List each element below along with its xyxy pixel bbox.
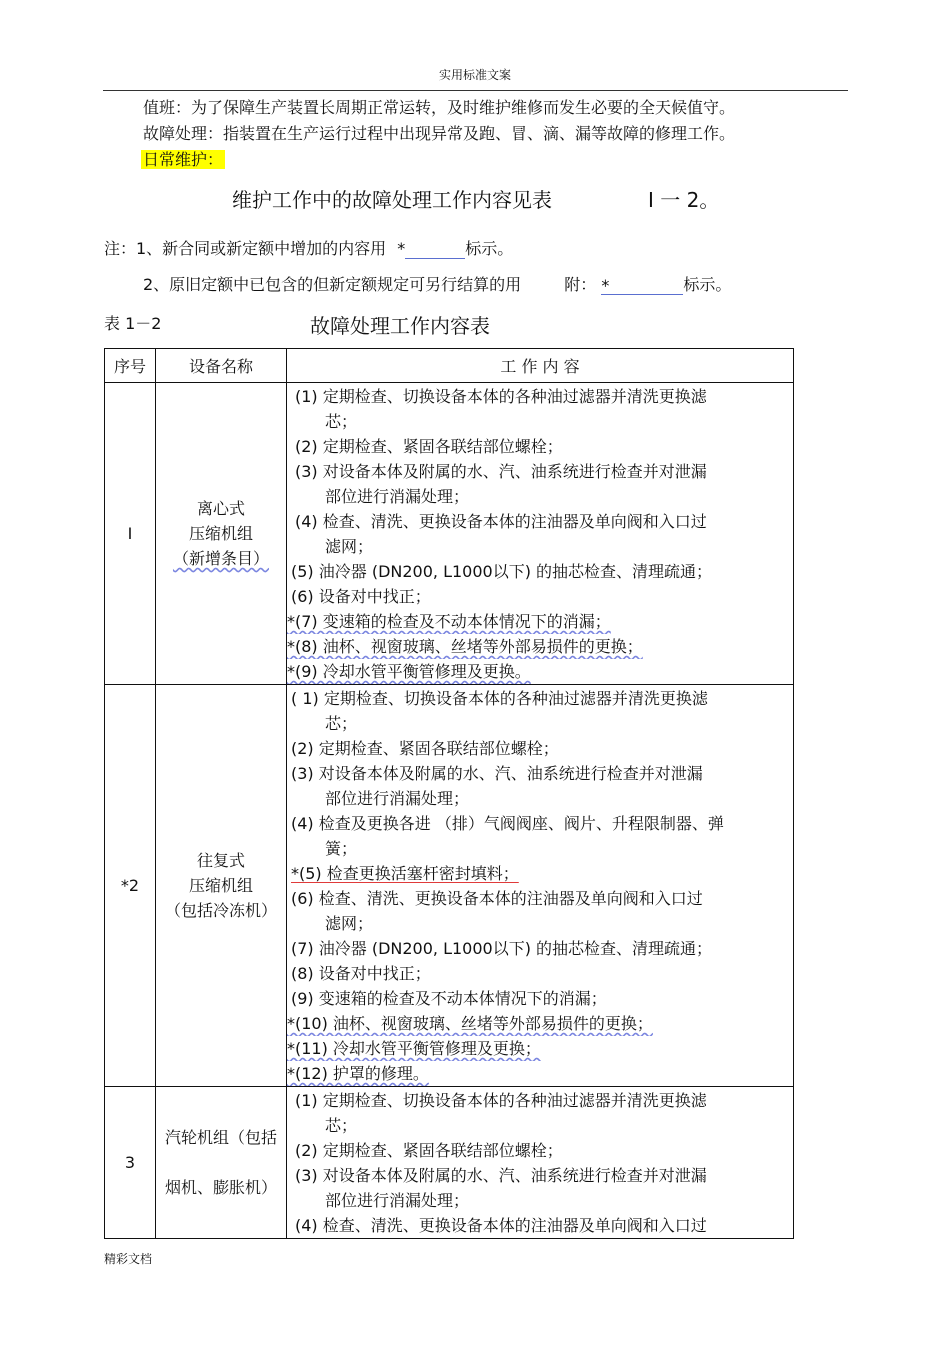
work-line: 部位进行消漏处理； [325, 1191, 470, 1210]
row-no: 3 [105, 1087, 156, 1239]
row-no: Ⅰ [105, 383, 156, 685]
work-line: (2) 定期检查、紧固各联结部位螺栓； [291, 739, 559, 758]
work-line: (2) 定期检查、紧固各联结部位螺栓； [295, 1141, 563, 1160]
work-line: *(7) 变速箱的检查及不动本体情况下的消漏； [287, 612, 611, 631]
work-line: (4) 检查及更换各进 （排）气阀阀座、阀片、升程限制器、弹 [291, 814, 724, 833]
work-line: (9) 变速箱的检查及不动本体情况下的消漏； [291, 989, 607, 1008]
work-line: (1) 定期检查、切换设备本体的各种油过滤器并清洗更换滤 [295, 1091, 707, 1110]
row-equipment [156, 685, 287, 1087]
work-line: (3) 对设备本体及附属的水、汽、油系统进行检查并对泄漏 [295, 1166, 707, 1185]
table-row [105, 685, 794, 1087]
equipment-line: 压缩机组 [188, 524, 253, 543]
note-1-blank [405, 240, 465, 259]
section-title-suffix: Ⅰ 一 2。 [648, 188, 720, 212]
fault-work-table [104, 348, 794, 1239]
note-1-prefix: 注：1、新合同或新定额中增加的内容用 [104, 239, 387, 258]
equipment-line: 汽轮机组（包括 [164, 1128, 277, 1147]
work-line: 部位进行消漏处理； [325, 789, 470, 808]
row-no: *2 [105, 685, 156, 1087]
work-line: (4) 检查、清洗、更换设备本体的注油器及单向阀和入口过 [295, 1216, 707, 1235]
note-1-suffix: 标示。 [465, 239, 514, 258]
header-equipment: 设备名称 [156, 349, 287, 383]
paragraph-fault: 故障处理：指装置在生产运行过程中出现异常及跑、冒、滴、漏等故障的修理工作。 [143, 124, 736, 143]
work-line: (1) 定期检查、切换设备本体的各种油过滤器并清洗更换滤 [295, 387, 707, 406]
work-line: 滤网； [325, 537, 374, 556]
work-line: 部位进行消漏处理； [325, 487, 470, 506]
work-line: (3) 对设备本体及附属的水、汽、油系统进行检查并对泄漏 [295, 462, 707, 481]
work-line: 滤网； [325, 914, 374, 933]
note-1-mark: * [397, 239, 406, 258]
work-line: *(10) 油杯、视窗玻璃、丝堵等外部易损件的更换； [287, 1014, 653, 1033]
row-equipment [156, 1087, 287, 1239]
paragraph-daily-highlight: 日常维护： [143, 150, 224, 169]
row-work [287, 383, 794, 685]
table-caption-label: 表 1－2 [104, 314, 162, 333]
section-title: 维护工作中的故障处理工作内容见表 [232, 188, 552, 212]
header-work: 工 作 内 容 [287, 349, 794, 383]
table-row [105, 1087, 794, 1239]
paragraph-duty: 值班：为了保障生产装置长周期正常运转，及时维护维修而发生必要的全天候值守。 [143, 98, 736, 117]
work-line: (7) 油冷器 (DN200, L1000以下) 的抽芯检查、清理疏通； [291, 939, 713, 958]
header-divider [103, 90, 848, 91]
work-line: *(9) 冷却水管平衡管修理及更换。 [287, 662, 531, 681]
page-footer: 精彩文档 [104, 1252, 153, 1266]
equipment-line: （包括冷冻机） [164, 901, 277, 920]
work-line: 芯； [325, 1116, 358, 1135]
row-work [287, 685, 794, 1087]
note-2-prefix: 2、原旧定额中已包含的但新定额规定可另行结算的用 [143, 275, 522, 294]
equipment-line: 离心式 [196, 499, 245, 518]
row-work [287, 1087, 794, 1239]
note-2-suffix: 标示。 [683, 275, 732, 294]
table-header-row [105, 349, 794, 383]
note-2-fu: 附： [564, 275, 597, 294]
equipment-line: （新增条目） [172, 549, 269, 568]
row-equipment [156, 383, 287, 685]
table-caption-title: 故障处理工作内容表 [310, 314, 490, 338]
work-line: (8) 设备对中找正； [291, 964, 431, 983]
note-1 [104, 239, 513, 259]
note-2-blank [601, 276, 683, 295]
equipment-line: 往复式 [196, 851, 245, 870]
work-line: *(11) 冷却水管平衡管修理及更换； [287, 1039, 541, 1058]
note-2 [143, 275, 731, 295]
page-header: 实用标准文案 [438, 68, 511, 82]
table-row [105, 383, 794, 685]
equipment-line: 压缩机组 [188, 876, 253, 895]
work-line: (6) 设备对中找正； [291, 587, 431, 606]
work-line: (6) 检查、清洗、更换设备本体的注油器及单向阀和入口过 [291, 889, 703, 908]
work-line: 芯； [325, 714, 358, 733]
work-line: (4) 检查、清洗、更换设备本体的注油器及单向阀和入口过 [295, 512, 707, 531]
note-2-mark: * [601, 276, 610, 295]
work-line: 簧； [325, 839, 358, 858]
work-line: (5) 油冷器 (DN200, L1000以下) 的抽芯检查、清理疏通； [291, 562, 713, 581]
work-line: *(5) 检查更换活塞杆密封填料； [291, 864, 519, 883]
work-line: *(12) 护罩的修理。 [287, 1064, 429, 1083]
work-line: *(8) 油杯、视窗玻璃、丝堵等外部易损件的更换； [287, 637, 643, 656]
work-line: (3) 对设备本体及附属的水、汽、油系统进行检查并对泄漏 [291, 764, 703, 783]
work-line: ( 1) 定期检查、切换设备本体的各种油过滤器并清洗更换滤 [291, 689, 708, 708]
header-no: 序号 [105, 349, 156, 383]
work-line: (2) 定期检查、紧固各联结部位螺栓； [295, 437, 563, 456]
equipment-line: 烟机、膨胀机） [164, 1178, 277, 1197]
work-line: 芯； [325, 412, 358, 431]
